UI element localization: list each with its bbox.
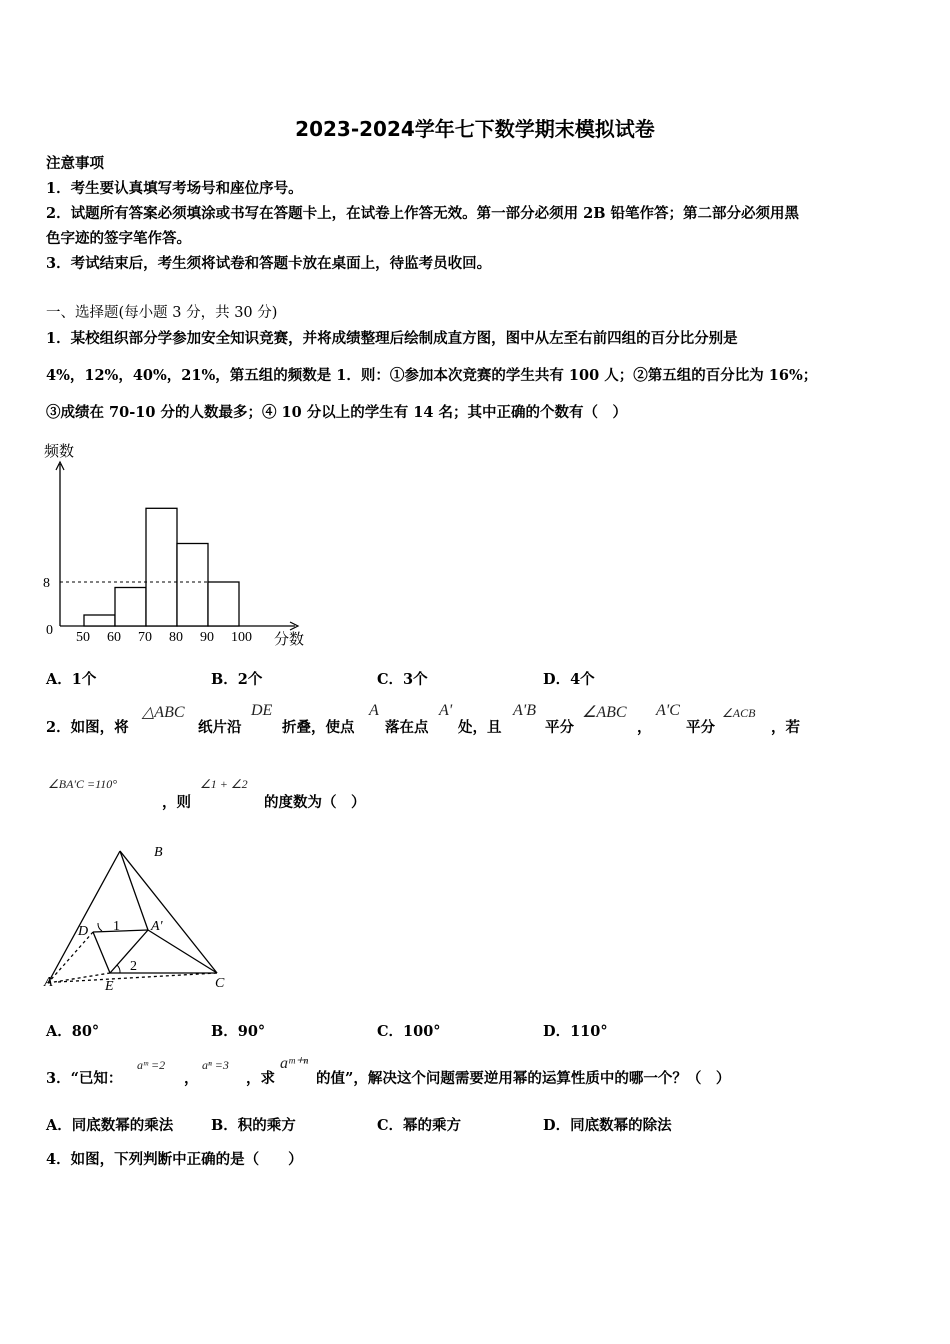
q2-math: DE — [251, 702, 273, 719]
histogram-bar — [84, 615, 115, 626]
notice-item: 1．考生要认真填写考场号和座位序号。 — [46, 180, 303, 197]
q1-option-a[interactable]: A．1个 — [46, 671, 97, 688]
q3-option-c[interactable]: C．幂的乘方 — [377, 1117, 462, 1134]
q2-text: 的度数为（ ） — [264, 794, 366, 811]
page-title: 2023-2024学年七下数学期末模拟试卷 — [295, 117, 655, 141]
q2-option-b[interactable]: B．90° — [211, 1023, 266, 1040]
q1-line: 4%，12%，40%，21%，第五组的频数是 1．则：①参加本次竞赛的学生共有 100 人；②第五组的百分比为 16%； — [46, 367, 818, 384]
label-angle-2: 2 — [130, 959, 137, 974]
q3-math: aᵐ =2 — [137, 1058, 166, 1072]
notice-item: 2．试题所有答案必须填涂或书写在答题卡上，在试卷上作答无效。第一部分必须用 2B 铅笔作答；第二部分必须用黑 — [46, 205, 800, 222]
y-tick-label: 0 — [46, 623, 53, 638]
q2-math: ∠ACB — [722, 706, 756, 720]
q2-text: 处，且 — [458, 719, 502, 736]
label-c: C — [215, 976, 225, 991]
segment-da-dashed — [48, 932, 93, 983]
q2-text: 平分 — [686, 719, 715, 736]
notice-heading: 注意事项 — [46, 155, 104, 172]
q2-math: A' — [439, 702, 453, 719]
label-a: A — [44, 975, 53, 990]
x-tick-label: 50 — [76, 630, 90, 645]
q2-option-a[interactable]: A．80° — [46, 1023, 100, 1040]
x-axis-label: 分数 — [274, 632, 305, 648]
q3-text: ，求 — [246, 1070, 275, 1087]
angle-2-arc — [117, 965, 120, 973]
histogram-bar — [146, 508, 177, 626]
q1-line: ③成绩在 70-10 分的人数最多；④ 10 分以上的学生有 14 名；其中正确的个数有（ ） — [46, 404, 628, 421]
q3-option-b[interactable]: B．积的乘方 — [211, 1117, 296, 1134]
y-axis-label: 频数 — [44, 444, 75, 460]
q2-text: ，若 — [771, 719, 800, 736]
x-tick-label: 70 — [138, 630, 152, 645]
label-d: D — [78, 924, 89, 939]
x-tick-label: 60 — [107, 630, 121, 645]
histogram-bar — [177, 544, 208, 627]
q1-option-b[interactable]: B．2个 — [211, 671, 263, 688]
q2-text: 折叠，使点 — [282, 719, 355, 736]
q2-option-c[interactable]: C．100° — [377, 1023, 441, 1040]
section-heading: 一、选择题(每小题 3 分，共 30 分) — [46, 305, 278, 321]
segment-ea-prime — [110, 930, 148, 973]
q2-math: ∠BA'C =110° — [48, 777, 117, 791]
segment-ba — [48, 851, 120, 983]
q2-option-d[interactable]: D．110° — [543, 1023, 608, 1040]
histogram-chart — [40, 436, 330, 656]
x-tick-label: 80 — [169, 630, 183, 645]
q4-text: 4．如图，下列判断中正确的是（ ） — [46, 1151, 303, 1168]
label-e: E — [105, 979, 114, 994]
angle-1-arc — [98, 923, 102, 931]
triangle-figure — [40, 840, 250, 1000]
notice-item: 色字迹的签字笔作答。 — [46, 230, 191, 247]
q2-text: 平分 — [545, 719, 574, 736]
histogram-bar — [115, 588, 146, 627]
q3-option-d[interactable]: D．同底数幂的除法 — [543, 1117, 672, 1134]
q3-text: 的值”，解决这个问题需要逆用幂的运算性质中的哪一个？（ ） — [316, 1070, 731, 1087]
q3-math: aᵐ⁺ⁿ — [280, 1055, 309, 1072]
q3-math: aⁿ =3 — [202, 1058, 229, 1072]
q2-text: ，则 — [162, 794, 191, 811]
segment-ae-dashed — [48, 973, 110, 983]
label-b: B — [154, 845, 163, 860]
q3-text: 3．“已知： — [46, 1070, 123, 1087]
segment-a-prime-c — [148, 930, 217, 973]
q2-math: A'B — [513, 702, 536, 719]
q2-math: ∠ABC — [582, 704, 627, 721]
q1-option-c[interactable]: C．3个 — [377, 671, 428, 688]
q3-text: ， — [184, 1070, 199, 1087]
q2-text: 落在点 — [385, 719, 429, 736]
segment-a-prime-b — [120, 851, 148, 930]
histogram-bar — [208, 582, 239, 626]
segment-ac-dashed — [58, 973, 217, 982]
x-tick-label: 100 — [231, 630, 252, 645]
q2-text: ， — [637, 719, 652, 736]
q2-math: ∠1 + ∠2 — [200, 777, 248, 791]
segment-bc — [120, 851, 217, 973]
x-tick-label: 90 — [200, 630, 214, 645]
label-a-prime: A' — [151, 919, 163, 934]
q2-math: A — [369, 702, 379, 719]
q2-math: △ABC — [142, 704, 185, 721]
q1-option-d[interactable]: D．4个 — [543, 671, 595, 688]
segment-de — [93, 932, 110, 973]
q2-math: A'C — [656, 702, 680, 719]
q2-text: 2．如图，将 — [46, 719, 129, 736]
notice-item: 3．考试结束后，考生须将试卷和答题卡放在桌面上，待监考员收回。 — [46, 255, 492, 272]
y-tick-label: 8 — [43, 576, 50, 591]
label-angle-1: 1 — [113, 919, 120, 934]
q2-text: 纸片沿 — [198, 719, 242, 736]
q3-option-a[interactable]: A．同底数幂的乘法 — [46, 1117, 174, 1134]
q1-line: 1．某校组织部分学参加安全知识竞赛，并将成绩整理后绘制成直方图，图中从左至右前四组的百分比分别是 — [46, 330, 738, 347]
